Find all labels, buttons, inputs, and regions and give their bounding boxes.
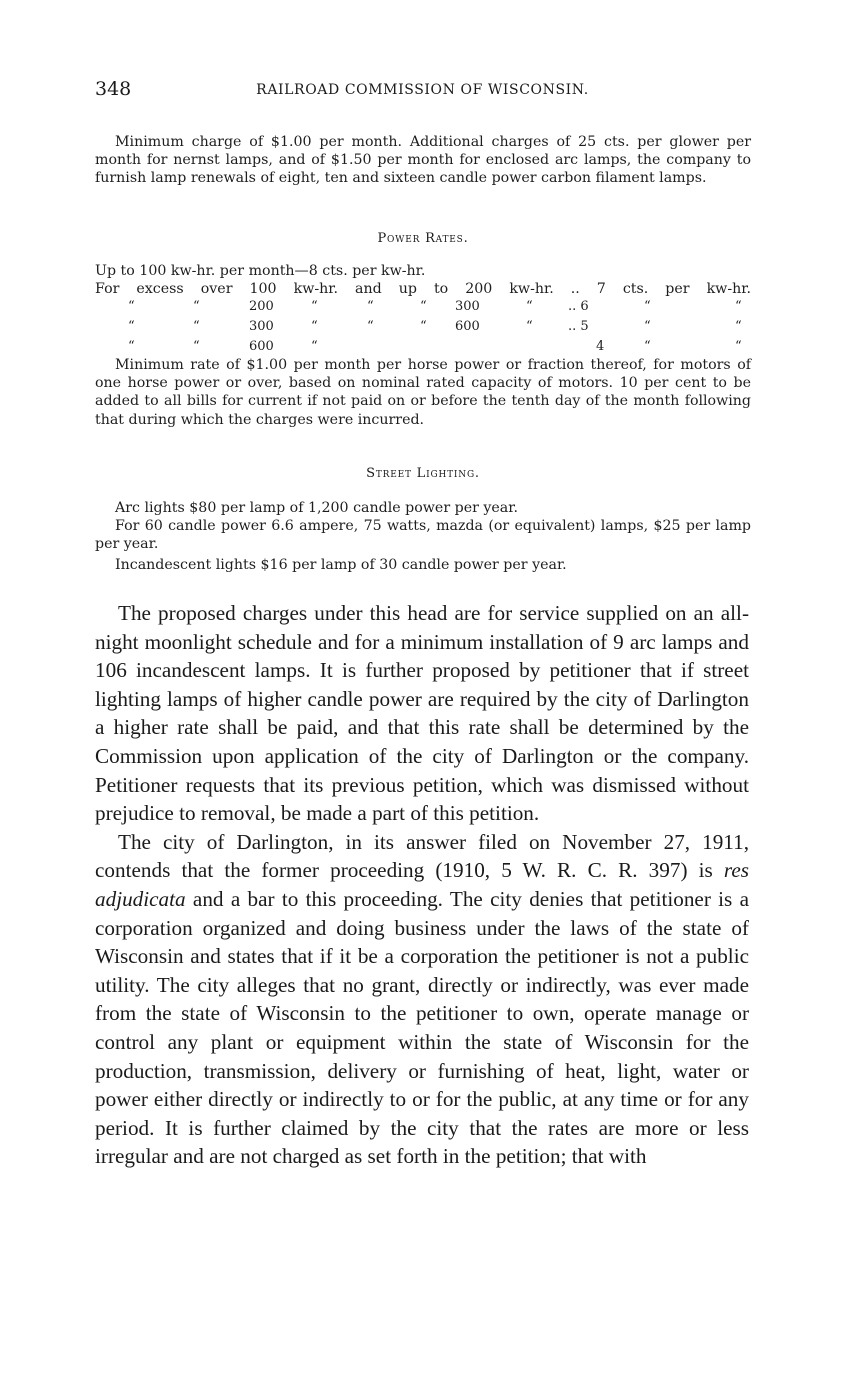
ditto-mark: “ [644, 339, 651, 354]
page-number: 348 [95, 78, 132, 100]
running-head: RAILROAD COMMISSION OF WISCONSIN. [256, 82, 589, 98]
ditto-mark: “ [311, 319, 318, 334]
ditto-mark: “ [644, 319, 651, 334]
ditto-mark: “ [311, 339, 318, 354]
ditto-mark: “ [193, 339, 200, 354]
tier-from-300: 300 [249, 319, 274, 334]
ditto-mark: “ [526, 319, 533, 334]
ditto-mark: “ [367, 319, 374, 334]
ditto-mark: “ [420, 299, 427, 314]
legal-term-res-adjudicata: res adjudicata [95, 858, 749, 911]
mazda-lamps-paragraph: For 60 candle power 6.6 ampere, 75 watts, mazda (or equivalent) lamps, $25 per lamp per year. [95, 518, 751, 553]
street-lighting-heading: Street Lighting. [366, 466, 480, 481]
body-paragraph-2 [95, 828, 749, 1171]
arc-lights-line: Arc lights $80 per lamp of 1,200 candle power per year. [115, 500, 518, 516]
tier-to-600: 600 [455, 319, 480, 334]
minimum-rate-paragraph: Minimum rate of $1.00 per month per horse power or fraction thereof, for motors of one horse power or over, based on nominal rated capacity of motors. 10 per cent to be added to all bills for current if not paid on or before the tenth day of the month following that during which the charges were incurred. [95, 357, 751, 428]
power-rate-line-1: Up to 100 kw-hr. per month—8 cts. per kw-hr. [95, 263, 426, 279]
ditto-mark: “ [367, 299, 374, 314]
paragraph-2-rest: and a bar to this proceeding. The city denies that petitioner is a corporation organized and doing business under the laws of the state of Wisconsin and states that if it be a corporation the petitioner is not a public utility. The city alleges that no grant, directly or indirectly, was ever made from the state of Wisconsin to the petitioner to own, operate manage or control any plant or equipment within the state of Wisconsin for the production, transmission, delivery or furnishing of heat, light, water or power either directly or indirectly to or for the public, at any time or for any period. It is further claimed by the city that the rates are more or less irregular and are not charged as set forth in the petition; that with [95, 886, 749, 1169]
ditto-mark: “ [420, 319, 427, 334]
power-rates-heading: Power Rates. [377, 231, 469, 246]
ditto-mark: “ [644, 299, 651, 314]
ditto-mark: “ [128, 319, 135, 334]
ditto-mark: “ [193, 319, 200, 334]
tier-from-600: 600 [249, 339, 274, 354]
incandescent-lights-line: Incandescent lights $16 per lamp of 30 candle power per year. [115, 557, 567, 573]
ditto-mark: “ [128, 339, 135, 354]
ditto-mark: “ [311, 299, 318, 314]
tier-rate-6: .. 6 [568, 299, 589, 314]
power-rate-line-2: For excess over 100 kw-hr. and up to 200 kw-hr. .. 7 cts. per kw-hr. [95, 281, 751, 297]
ditto-mark: “ [193, 299, 200, 314]
ditto-mark: “ [526, 299, 533, 314]
ditto-mark: “ [735, 299, 742, 314]
tier-from-200: 200 [249, 299, 274, 314]
tier-rate-4: 4 [596, 339, 605, 354]
body-paragraph-1: The proposed charges under this head are for service supplied on an all-night moonlight schedule and for a minimum installation of 9 arc lamps and 106 incandescent lamps. It is further proposed by petitioner that if street lighting lamps of higher candle power are required by the city of Darlington a higher rate shall be paid, and that this rate shall be determined by the Commission upon application of the city of Darlington or the company. Petitioner requests that its previous petition, which was dismissed without prejudice to removal, be made a part of this petition. [95, 601, 749, 826]
tier-to-300: 300 [455, 299, 480, 314]
page-header [95, 78, 750, 102]
ditto-mark: “ [128, 299, 135, 314]
paragraph-2-lead: The city of Darlington, in its answer filed on November 27, 1911, contends that the former proceeding (1910, 5 W. R. C. R. 397) is [95, 829, 749, 883]
tier-rate-5: .. 5 [568, 319, 589, 334]
body-text [95, 599, 749, 1171]
minimum-charge-paragraph: Minimum charge of $1.00 per month. Additional charges of 25 cts. per glower per month for nernst lamps, and of $1.50 per month for enclosed arc lamps, the company to furnish lamp renewals of eight, ten and sixteen candle power carbon filament lamps. [95, 134, 751, 187]
ditto-mark: “ [735, 319, 742, 334]
ditto-mark: “ [735, 339, 742, 354]
